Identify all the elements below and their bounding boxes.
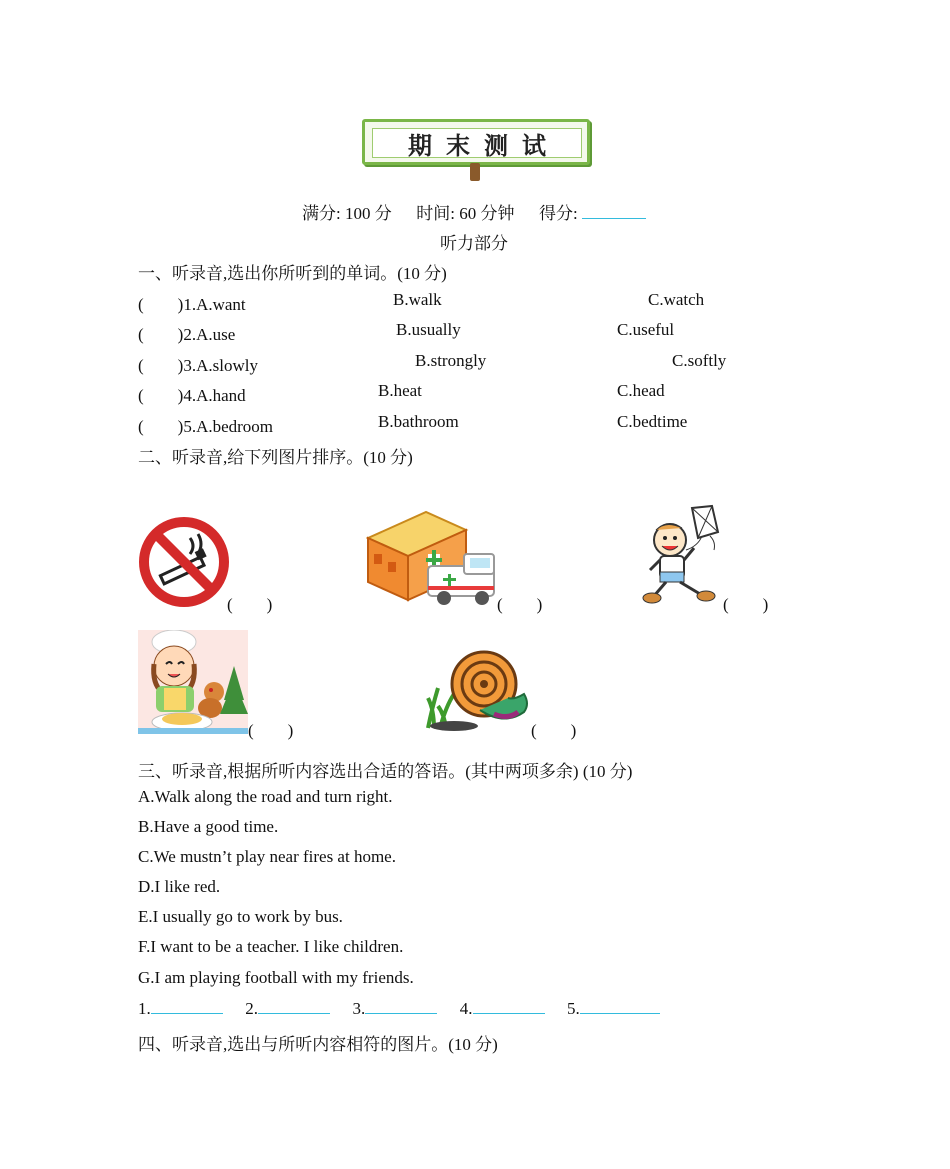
order-paren[interactable]: ( ) (227, 595, 273, 614)
order-paren[interactable]: ( ) (723, 595, 769, 614)
answer-blank[interactable] (151, 999, 223, 1014)
score-blank[interactable] (582, 204, 646, 219)
q3-answer-blanks (138, 999, 660, 1019)
answer-blank[interactable] (365, 999, 437, 1014)
title-banner (362, 119, 588, 167)
q3-title: 三、听录音,根据所听内容选出合适的答语。(其中两项多余) (10 分) (138, 762, 633, 781)
page-title: 期末测试 (372, 128, 582, 158)
score-label: 得分: (538, 204, 582, 223)
header-line (302, 199, 646, 224)
q3-option: F.I want to be a teacher. I like children. (138, 937, 404, 956)
cooking-girl-icon (138, 630, 248, 734)
full-score: 满分: 100 分 (302, 204, 392, 223)
blank-number: 5. (567, 999, 580, 1018)
option-a: 4.A.hand (183, 386, 246, 405)
q3-option: G.I am playing football with my friends. (138, 968, 414, 987)
order-paren[interactable]: ( ) (248, 721, 294, 740)
option-b: B.usually (396, 320, 461, 339)
q3-option: E.I usually go to work by bus. (138, 907, 343, 926)
option-a: 3.A.slowly (183, 356, 258, 375)
option-c: C.watch (648, 290, 705, 309)
section-label: 听力部分 (440, 234, 508, 253)
answer-blank[interactable] (258, 999, 330, 1014)
kite-boy-icon (640, 504, 724, 606)
q2-title: 二、听录音,给下列图片排序。(10 分) (138, 448, 413, 467)
option-c: C.softly (672, 351, 727, 370)
snail-icon (424, 648, 534, 732)
no-smoking-icon (138, 516, 230, 608)
option-a: 5.A.bedroom (183, 417, 274, 436)
option-c: C.head (617, 381, 665, 400)
banner-frame (362, 119, 590, 165)
time-limit: 时间: 60 分钟 (416, 204, 515, 223)
q3-option: C.We mustn’t play near fires at home. (138, 847, 396, 866)
hospital-icon (366, 508, 500, 608)
q1-title: 一、听录音,选出你所听到的单词。(10 分) (138, 264, 447, 283)
blank-number: 1. (138, 999, 151, 1018)
answer-paren[interactable]: ( ) (138, 386, 184, 405)
option-a: 2.A.use (183, 325, 236, 344)
q3-option: D.I like red. (138, 877, 221, 896)
option-c: C.bedtime (617, 412, 688, 431)
blank-number: 2. (245, 999, 258, 1018)
answer-blank[interactable] (473, 999, 545, 1014)
answer-paren[interactable]: ( ) (138, 417, 184, 436)
q1-row (138, 381, 246, 406)
q1-row (138, 351, 258, 376)
option-c: C.useful (617, 320, 675, 339)
q1-row (138, 290, 246, 315)
answer-paren[interactable]: ( ) (138, 295, 184, 314)
answer-paren[interactable]: ( ) (138, 325, 184, 344)
order-paren[interactable]: ( ) (531, 721, 577, 740)
q1-row (138, 320, 235, 345)
blank-number: 3. (352, 999, 366, 1018)
order-paren[interactable]: ( ) (497, 595, 543, 614)
answer-blank[interactable] (580, 999, 660, 1014)
q3-option: A.Walk along the road and turn right. (138, 787, 393, 806)
option-b: B.bathroom (378, 412, 459, 431)
q3-option: B.Have a good time. (138, 817, 279, 836)
answer-paren[interactable]: ( ) (138, 356, 184, 375)
option-a: 1.A.want (183, 295, 246, 314)
banner-peg (470, 163, 480, 181)
q1-row (138, 412, 273, 437)
blank-number: 4. (459, 999, 473, 1018)
option-b: B.heat (378, 381, 422, 400)
q4-title: 四、听录音,选出与所听内容相符的图片。(10 分) (138, 1035, 498, 1054)
option-b: B.strongly (415, 351, 487, 370)
option-b: B.walk (393, 290, 442, 309)
